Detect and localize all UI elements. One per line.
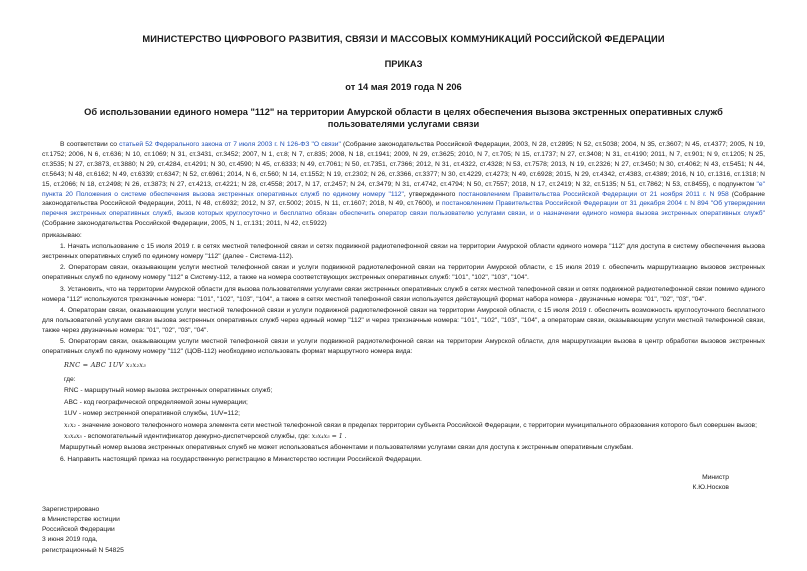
route-number-note: Маршрутный номер вызова экстренных оперативных служб не может использоваться абонентами и пользователями услугами связи для доступа к экстренным оперативным службам.	[60, 444, 634, 452]
x1x2-symbol: x₁x₂	[64, 421, 76, 429]
preamble-text-4: (Собрание законодательства Российской Федерации, 2005, N 1, ст.131; 2011, N 42, ст.5922)	[42, 220, 327, 228]
definition-x3x4x5-text: - вспомогательный идентификатор дежурно-диспетчерской службы, где:	[81, 432, 312, 440]
preamble-paragraph	[42, 140, 765, 229]
registration-line-2: в Министерстве юстиции	[42, 515, 120, 523]
definition-x1x2-text: - значение зонового телефонного номера элемента сети местной телефонной связи в пределах территории субъекта Российской Федерации, с территории муниципального образования которого был совершен вызов;	[75, 421, 757, 429]
item-3: 3. Установить, что на территории Амурской области для вызова пользователями услугами связи экстренных оперативных служб в сетях местной телефонной связи и сетях подвижной радиотелефонной связи помимо единого номера "112" используются трехзначные номера: "101", "102", "103", "104", а также в сетях местной телефонной связи используется действующий формат набора номера - двузначные номера: "01", "02", "03", "04".	[42, 285, 765, 303]
definition-x3x4x5	[42, 432, 765, 442]
document-title: Об использовании единого номера "112" на территории Амурской области в целях обеспечения вызова экстренных оперативных служб пользователями услугами связи	[84, 107, 723, 129]
preamble-text-3: (Собрание законодательства Российской Федерации, 2011, N 48, ст.6932; 2012, N 37, ст.5002; 2015, N 11, ст.1607; 2018, N 49, ст.7600), и	[42, 190, 765, 208]
definition-abc: ABC - код географической определяемой зоны нумерации;	[64, 398, 248, 406]
resolution-894-link[interactable]: постановлением Правительства Российской Федерации от 31 декабря 2004 г. N 894 "Об утверждении перечня экстренных оперативных служб, вызов которых круглосуточно и бесплатно обязан обеспечить оператор связи пользователю услугами связи, и о назначении единого номера вызова экстренных оперативных служб"	[42, 200, 765, 218]
resolution-958-link[interactable]: постановлением Правительства Российской Федерации от 21 ноября 2011 г. N 958	[458, 190, 729, 198]
x3x4x5-symbol: x₃x₄x₅	[64, 432, 82, 440]
preamble-text-1: (Собрание законодательства Российской Федерации, 2003, N 28, ст.2895; N 52, ст.5038; 2004, N 35, ст.3607; N 45, ст.4377; 2005, N 19, ст.1752; 2006, N 6, ст.636; N 10, ст.1069; N 31, ст.3431, ст.3452; 2007, N 1, ст.8; N 7, ст.835; 2008, N 18, ст.1941; 2009, N 29, ст.3625; 2010, N 7, ст.705; N 15, ст.1737; N 27, ст.3408; N 31, ст.4190; 2011, N 7, ст.901; N 9, ст.1205; N 25, ст.3535; N 27, ст.3873, ст.3880; N 29, ст.4284, ст.4291; N 30, ст.4590; N 45, ст.6333; N 49, ст.7061; N 50, ст.7351, ст.7366; 2012, N 31, ст.4322, ст.4328; N 53, ст.7578; 2013, N 19, ст.2326; N 27, ст.3450; N 30, ст.4062; N 43, ст.5451; N 44, ст.5643; N 48, ст.6162; N 49, ст.6339; ст.6347; N 52, ст.6961; 2014, N 6, ст.560; N 14, ст.1552; N 19, ст.2302; N 26, ст.3366, ст.3377; N 30, ст.4229, ст.4273; N 49, ст.6928; 2015, N 29, ст.4342, ст.4383, ст.4389; 2016, N 10, ст.1316, ст.1318; N 15, ст.2066; N 18, ст.2498; N 26, ст.3873; N 27, ст.4213, ст.4221; N 28, ст.4558; 2017, N 17, ст.2457; N 24, ст.3479; N 31, ст.4742, ст.4794; N 50, ст.7557; 2018, N 17, ст.2419; N 32, ст.5135; N 51, ст.7862; N 53, ст.8455), с подпунктом	[42, 141, 765, 188]
registration-block	[42, 505, 765, 556]
preamble-text-2: , утвержденного	[403, 190, 459, 198]
document-body	[42, 140, 765, 465]
item-2: 2. Операторам связи, оказывающим услуги местной телефонной связи и услуги подвижной радиотелефонной связи на территории Амурской области, с 15 июля 2019 г. обеспечить маршрутизацию вызовов экстренных оперативных служб по единому номеру "112" в Систему-112, а также на номера соответствующих экстренных оперативных служб: "101", "102", "103", "104".	[42, 264, 765, 282]
item-1: 1. Начать использование с 15 июля 2019 г. в сетях местной телефонной связи и сетях подвижной радиотелефонной связи на территории Амурской области единого номера "112" для доступа в систему обеспечения вызова экстренных оперативных служб по единому номеру "112" (далее - Система-112).	[42, 243, 765, 260]
order-word: приказываю:	[42, 231, 82, 239]
ministry-name: МИНИСТЕРСТВО ЦИФРОВОГО РАЗВИТИЯ, СВЯЗИ И МАССОВЫХ КОММУНИКАЦИЙ РОССИЙСКОЙ ФЕДЕРАЦИИ	[142, 34, 665, 44]
registration-line-4: 3 июня 2019 года,	[42, 536, 98, 544]
item-5: 5. Операторам связи, оказывающим услуги местной телефонной связи и услуги подвижной радиотелефонной связи на территории Амурской области, для маршрутизации вызова в центр обработки вызовов экстренных оперативных служб по единому номеру "112" (ЦОВ-112) необходимо использовать формат маршрутного номера вида:	[42, 338, 765, 356]
registration-line-3: Российской Федерации	[42, 526, 115, 534]
document-date: от 14 мая 2019 года N 206	[345, 82, 462, 92]
where-label: где:	[64, 375, 76, 383]
signature-block	[42, 473, 765, 493]
route-number-formula: RNC = ABC 1UV x₁x₂x₃	[64, 361, 147, 370]
law-link[interactable]: статьей 52 Федерального закона от 7 июля 2003 г. N 126-ФЗ "О связи"	[119, 141, 341, 148]
signatory-position: Министр	[702, 473, 729, 481]
document-type: ПРИКАЗ	[384, 59, 423, 69]
definition-1uv: 1UV - номер экстренной оперативной службы, 1UV=112;	[64, 410, 240, 418]
item-6: 6. Направить настоящий приказ на государственную регистрацию в Министерство юстиции Российской Федерации.	[60, 455, 422, 463]
regulation-link[interactable]: "е" пункта 20 Положения о системе обеспечения вызова экстренных оперативных служб по единому номеру "112"	[42, 180, 765, 198]
definition-x1x2	[42, 421, 765, 431]
registration-line-5: регистрационный N 54825	[42, 546, 124, 554]
preamble-lead: В соответствии со	[60, 141, 120, 148]
x3x4x5-equation: x₃x₄x₅ = 1 .	[311, 432, 347, 440]
definition-rnc: RNC - маршрутный номер вызова экстренных оперативных служб;	[64, 387, 273, 395]
registration-line-1: Зарегистрировано	[42, 505, 100, 513]
signatory-name: К.Ю.Носков	[692, 483, 729, 491]
item-4: 4. Операторам связи, оказывающим услуги местной телефонной связи и услуги подвижной радиотелефонной связи на территории Амурской области, с 15 июля 2019 г. обеспечить возможность круглосуточного бесплатного для пользователей услугами связи вызова экстренных оперативных служб через единый номер "112" и через трехзначные номера: "101", "102", "103", "104", а операторам связи, оказывающим услуги местной телефонной связи, также через двузначные номера: "01", "02", "03", "04".	[42, 307, 765, 334]
